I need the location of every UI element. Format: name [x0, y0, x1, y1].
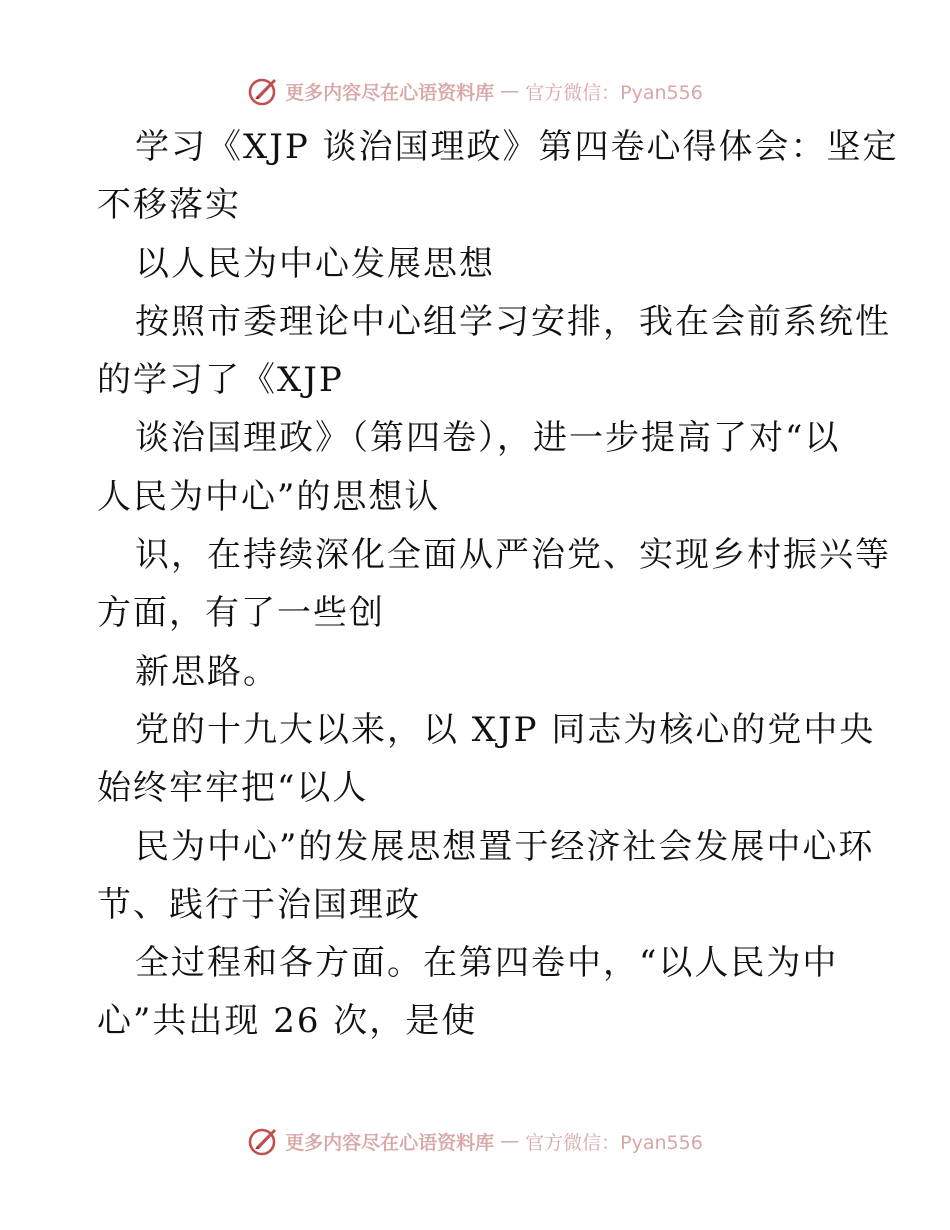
- text-line: 的学习了《XJP: [97, 360, 344, 401]
- text-line: 不移落实: [97, 185, 241, 226]
- text-line: 全过程和各方面。在第四卷中，“以人民为中: [135, 943, 839, 984]
- quill-logo-icon: [247, 1125, 279, 1157]
- text-line: 学习《XJP 谈治国理政》第四卷心得体会：坚定: [135, 127, 899, 167]
- document-body: [97, 118, 899, 1051]
- text-line: 识，在持续深化全面从严治党、实现乡村振兴等: [135, 535, 891, 576]
- text-line: 心”共出现 26 次，是使: [97, 1001, 478, 1042]
- text-line: 始终牢牢把“以人: [97, 768, 369, 809]
- watermark-separator: —: [500, 1130, 520, 1152]
- text-line: 方面，有了一些创: [97, 593, 385, 634]
- text-line: 新思路。: [135, 651, 279, 692]
- watermark-wechat: 官方微信：Pyan556: [525, 81, 703, 104]
- text-line: 按照市委理论中心组学习安排，我在会前系统性: [135, 301, 891, 342]
- watermark-wechat: 官方微信：Pyan556: [525, 1131, 703, 1154]
- header-watermark: [0, 74, 950, 108]
- watermark-text: 更多内容尽在心语资料库: [285, 1131, 495, 1154]
- text-line: 谈治国理政》（第四卷），进一步提高了对“以: [135, 418, 841, 459]
- footer-watermark: [0, 1124, 950, 1158]
- text-line: 节、践行于治国理政: [97, 884, 421, 925]
- text-line: 党的十九大以来，以 XJP 同志为核心的党中央: [135, 709, 876, 750]
- watermark-text: 更多内容尽在心语资料库: [285, 81, 495, 104]
- text-line: 人民为中心”的思想认: [97, 476, 441, 517]
- quill-logo-icon: [247, 75, 279, 107]
- text-line: 以人民为中心发展思想: [135, 243, 495, 284]
- text-line: 民为中心”的发展思想置于经济社会发展中心环: [135, 826, 875, 867]
- watermark-separator: —: [500, 80, 520, 102]
